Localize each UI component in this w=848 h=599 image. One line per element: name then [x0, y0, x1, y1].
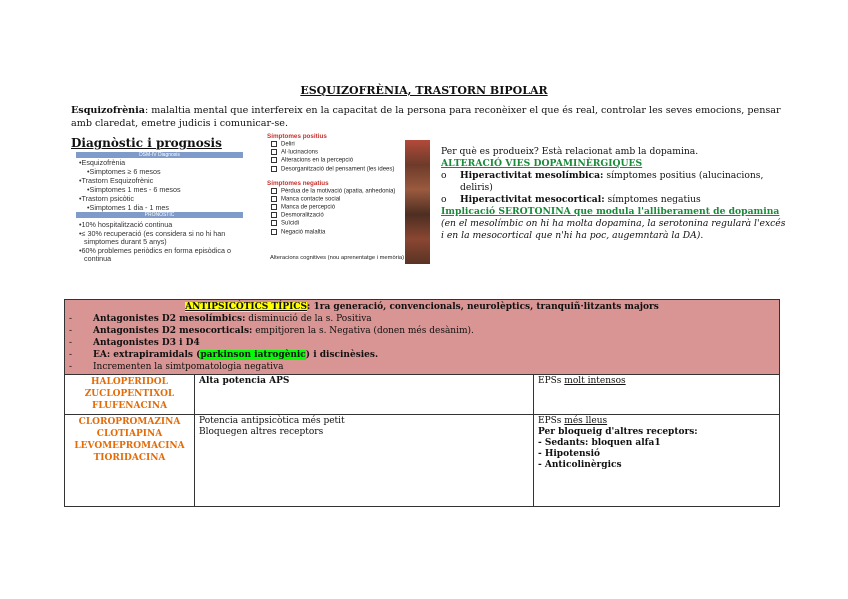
document-title: ESQUIZOFRÈNIA, TRASTORN BIPOLAR [300, 84, 548, 97]
symptoms-footer: Alteracions cognitives (nou aprenentatge i memòria) [270, 255, 405, 261]
prognosis-item: •10% hospitalització continua [79, 220, 173, 229]
dash-item: - Incrementen la simtpomatologia negativa [69, 362, 284, 372]
drug-name: CLOROPROMAZINA [78, 417, 181, 427]
bullet-item: o Hiperactivitat mesolímbica: símptomes positius (alucinacions, deliris) [441, 170, 764, 193]
negative-symptoms-header: Símptomes negatius [267, 179, 329, 187]
table-header-cell [65, 300, 780, 375]
checkbox-icon [271, 204, 277, 210]
checkbox-icon [271, 188, 277, 194]
checkbox-icon [271, 196, 277, 202]
dsm-item: •Simptomes ≥ 6 mesos [87, 167, 161, 176]
checkbox-icon [271, 212, 277, 218]
prognosis-item: •60% problemes periòdics en forma episòdica o [79, 245, 231, 255]
prognosis-item: simptomes durant 5 anys) [84, 237, 167, 246]
dsm-bar: DSM-IV Diagnosis [76, 152, 243, 158]
drug-name: TIORIDACINA [93, 453, 166, 463]
checkbox-icon [271, 229, 277, 235]
symptom-item: Desorganització del pensament (les idees) [271, 166, 437, 174]
symptom-item: Negació malaltia [271, 229, 437, 237]
eps-cell: EPSs més lleus Per bloqueig d'altres receptors: - Sedants: bloquen alfa1 - Hipotensió - Anticolinèrgics [534, 415, 780, 507]
checkbox-icon [271, 220, 277, 226]
dopamine-question: Per què es produeix? Està relacionat amb la dopamina. [441, 146, 699, 157]
symptom-item: Deliri [271, 141, 437, 149]
definition-paragraph [71, 104, 786, 130]
symptom-item: Pèrdua de la motivació (apatia, anhedonia) [271, 188, 437, 196]
table-header-line: ANTIPSICÒTICS TÍPICS: 1ra generació, convencionals, neurolèptics, tranquiñ·litzants majors [185, 302, 659, 312]
prognosis-item: •≤ 30% recuperació (es considera si no hi han [79, 228, 226, 238]
checkbox-icon [271, 149, 277, 155]
symptom-item: Manca contacte social [271, 196, 437, 204]
bullet-item: o Hiperactivitat mesocortical: símptomes negatius [441, 194, 701, 205]
dash-item: - Antagonistes D2 mesolímbics: disminució de la s. Positiva [69, 314, 372, 324]
drug-name: HALOPERIDOL [91, 377, 168, 387]
eps-cell: EPSs molt intensos [534, 375, 780, 415]
dsm-item: •Trastorn Esquizofrènic [79, 176, 154, 185]
drug-name: LEVOMEPROMACINA [74, 441, 185, 451]
alteracio-heading: ALTERACIÓ VIES DOPAMINÈRGIQUES [441, 158, 643, 169]
potency-cell: Alta potencia APS [195, 375, 534, 415]
checkbox-icon [271, 157, 277, 163]
checkbox-icon [271, 166, 277, 172]
brain-image [405, 140, 430, 264]
checkbox-icon [271, 141, 277, 147]
drug-name: ZUCLOPENTIXOL [84, 389, 175, 399]
symptom-item: Manca de percepció [271, 204, 437, 212]
symptom-item: Al·lucinacions [271, 149, 437, 157]
prognosis-bar: PRONÒSTIC [76, 212, 243, 218]
prognosis-item: continua [84, 254, 112, 263]
dash-item: - Antagonistes D3 i D4 [69, 338, 200, 348]
symptom-item: Desmoralització [271, 212, 437, 220]
dash-item: - EA: extrapiramidals (parkinson iatrogènic) i discinèsies. [69, 350, 379, 360]
drug-name: CLOTIAPINA [96, 429, 163, 439]
dsm-item: •Trastorn psicòtic [79, 194, 134, 203]
dsm-item: •Simptomes 1 dia - 1 mes [87, 203, 170, 212]
drug-cell [65, 415, 195, 507]
drug-name: FLUFENACINA [91, 401, 168, 411]
diagnostic-heading: Diagnòstic i prognosis [71, 136, 222, 150]
potency-cell: Potencia antipsicòtica més petit Bloquegen altres receptors [195, 415, 534, 507]
dsm-item: •Esquizofrènia [79, 158, 126, 167]
dsm-diagnosis-box [76, 152, 243, 264]
drug-cell [65, 375, 195, 415]
antipsychotics-table [64, 299, 780, 507]
definition-term: Esquizofrènia [71, 105, 146, 116]
symptom-item: Suïcidi [271, 220, 437, 228]
symptom-item: Alteracions en la percepció [271, 157, 437, 165]
positive-symptoms-header: Símptomes positius [267, 133, 327, 140]
definition-text: : malaltia mental que interfereix en la capacitat de la persona para reconèixer el que és real, controlar les seves emocions, pensar amb claredat, emetre judicis i comunicar-se. [71, 105, 781, 129]
dsm-item: •Simptomes 1 mes - 6 mesos [87, 185, 181, 194]
dopamine-explanation [441, 146, 791, 242]
dash-item: - Antagonistes D2 mesocorticals: empitjoren la s. Negativa (donen més desànim). [69, 326, 474, 336]
serotonina-note: Implicació SEROTONINA que modula l'alliberament de dopamina (en el mesolímbic on hi ha molta dopamina, la serotonina regularà l'excés i en la mesocortical que n'hi ha poc, augemntarà la DA). [441, 206, 786, 241]
